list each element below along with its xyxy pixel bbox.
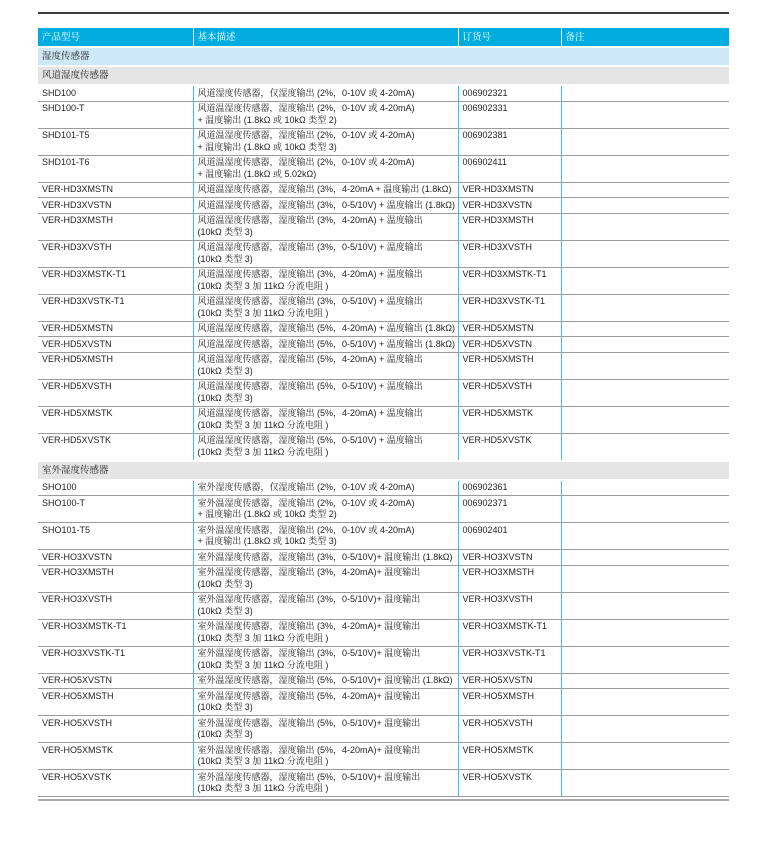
- description-line: (10kΩ 类型 3): [197, 392, 253, 403]
- description-line: 室外温湿度传感器，湿度输出 (3%，0-5/10V)+ 温度输出: [197, 648, 421, 658]
- table-row: [38, 673, 729, 689]
- order-number-cell-text: VER-HO3XMSTH: [462, 567, 535, 577]
- description-line: (10kΩ 类型 3): [197, 578, 253, 589]
- description-line: 室外温湿度传感器，湿度输出 (5%，0-5/10V)+ 温度输出 (1.8kΩ): [197, 675, 453, 685]
- model-cell: [38, 128, 193, 155]
- remarks-cell: [561, 155, 729, 182]
- order-number-cell: [458, 182, 561, 198]
- description-cell: [193, 673, 458, 689]
- description-line: 风道湿度传感器，仅湿度输出 (2%，0-10V 或 4-20mA): [197, 87, 415, 98]
- table-row: [38, 337, 729, 353]
- description-line: 室外湿度传感器，仅湿度输出 (2%，0-10V 或 4-20mA): [197, 482, 415, 492]
- remarks-cell: [561, 689, 729, 716]
- description-line: 风道温湿度传感器，湿度输出 (5%，0-5/10V) + 温度输出: [197, 381, 423, 391]
- model-cell-text: SHD100: [42, 87, 77, 98]
- table-row: [38, 523, 729, 550]
- model-cell: [38, 379, 193, 406]
- description-cell: [193, 716, 458, 743]
- order-number-cell-text: 006902331: [462, 103, 508, 113]
- description-line: (10kΩ 类型 3 加 11kΩ 分流电阻 ): [197, 280, 329, 291]
- remarks-cell: [561, 716, 729, 743]
- description-line: (10kΩ 类型 3 加 11kΩ 分流电阻 ): [197, 307, 329, 318]
- description-line: 风道温湿度传感器，湿度输出 (2%，0-10V 或 4-20mA): [197, 157, 415, 167]
- model-cell-text: VER-HO5XVSTN: [42, 675, 113, 685]
- table-row: [38, 716, 729, 743]
- model-cell-text: VER-HD5XVSTK: [42, 435, 112, 445]
- description-cell: [193, 321, 458, 337]
- order-number-cell-text: VER-HD3XMSTK-T1: [462, 269, 547, 279]
- order-number-cell: [458, 673, 561, 689]
- description-cell: [193, 689, 458, 716]
- model-cell-text: SHD101-T5: [42, 130, 90, 140]
- model-cell-text: VER-HD3XVSTH: [42, 242, 112, 252]
- description-cell: [193, 480, 458, 496]
- description-cell: [193, 646, 458, 673]
- table-header-row: [38, 28, 729, 47]
- table-row: [38, 267, 729, 294]
- model-cell-text: VER-HO3XMSTH: [42, 567, 114, 577]
- table-row: [38, 294, 729, 321]
- table-row: [38, 565, 729, 592]
- order-number-cell: [458, 267, 561, 294]
- description-line: (10kΩ 类型 3): [197, 702, 253, 712]
- order-number-cell-text: VER-HD5XVSTH: [462, 381, 533, 391]
- remarks-cell: [561, 267, 729, 294]
- order-number-cell: [458, 770, 561, 797]
- description-cell: [193, 85, 458, 101]
- order-number-cell: [458, 646, 561, 673]
- description-line: 风道温湿度传感器，湿度输出 (5%，0-5/10V) + 温度输出 (1.8kΩ): [197, 338, 456, 349]
- remarks-cell: [561, 240, 729, 267]
- order-number-cell-text: VER-HD3XVSTK-T1: [462, 296, 546, 306]
- order-number-cell: [458, 379, 561, 406]
- description-line: (10kΩ 类型 3): [197, 729, 253, 739]
- order-number-cell-text: VER-HO3XMSTK-T1: [462, 621, 548, 631]
- description-line: 室外温湿度传感器，湿度输出 (3%，4-20mA)+ 温度输出: [197, 567, 421, 577]
- model-cell: [38, 85, 193, 101]
- order-number-cell: [458, 565, 561, 592]
- order-number-cell-text: VER-HD5XVSTK: [462, 435, 532, 445]
- description-cell: [193, 101, 458, 128]
- model-cell-text: VER-HD3XMSTK-T1: [42, 269, 127, 279]
- table-row: [38, 101, 729, 128]
- remarks-cell: [561, 565, 729, 592]
- model-cell: [38, 673, 193, 689]
- model-cell: [38, 523, 193, 550]
- description-line: 风道温湿度传感器，湿度输出 (3%，0-5/10V) + 温度输出: [197, 296, 423, 306]
- column-header-remarks: 备注: [561, 28, 729, 47]
- order-number-cell-text: 006902321: [462, 87, 508, 98]
- description-cell: [193, 267, 458, 294]
- table-row: [38, 182, 729, 198]
- column-header-order-number: 订货号: [458, 28, 561, 47]
- description-line: 风道温湿度传感器，湿度输出 (3%，4-20mA) + 温度输出: [197, 269, 423, 279]
- model-cell-text: VER-HD5XMSTN: [42, 323, 114, 333]
- model-cell: [38, 743, 193, 770]
- order-number-cell: [458, 592, 561, 619]
- table-row: [38, 592, 729, 619]
- description-line: (10kΩ 类型 3): [197, 605, 253, 616]
- order-number-cell-text: VER-HD3XVSTH: [462, 242, 533, 252]
- order-number-cell-text: VER-HO5XVSTH: [462, 717, 533, 728]
- description-cell: [193, 433, 458, 461]
- order-number-cell-text: 006902381: [462, 130, 508, 140]
- order-number-cell-text: VER-HD3XMSTN: [462, 184, 534, 194]
- order-number-cell: [458, 496, 561, 523]
- order-number-cell: [458, 689, 561, 716]
- description-line: 风道温湿度传感器，湿度输出 (5%，0-5/10V) + 温度输出: [197, 435, 423, 445]
- order-number-cell-text: 006902411: [462, 157, 507, 167]
- table-row: [38, 352, 729, 379]
- section-title: 湿度传感器: [38, 47, 729, 66]
- description-cell: [193, 770, 458, 797]
- description-cell: [193, 213, 458, 240]
- order-number-cell-text: VER-HO5XMSTH: [462, 690, 535, 701]
- description-line: 室外温湿度传感器，湿度输出 (2%，0-10V 或 4-20mA): [197, 524, 415, 535]
- description-line: 室外温湿度传感器，湿度输出 (3%，0-5/10V)+ 温度输出 (1.8kΩ): [197, 551, 453, 562]
- table-row: [38, 155, 729, 182]
- model-cell: [38, 433, 193, 461]
- model-cell-text: VER-HO3XVSTN: [42, 551, 113, 562]
- order-number-cell: [458, 406, 561, 433]
- remarks-cell: [561, 128, 729, 155]
- table-row: [38, 689, 729, 716]
- model-cell: [38, 155, 193, 182]
- remarks-cell: [561, 523, 729, 550]
- subsection-title: 风道湿度传感器: [38, 66, 729, 85]
- order-number-cell: [458, 619, 561, 646]
- model-cell: [38, 592, 193, 619]
- model-cell-text: VER-HO3XVSTK-T1: [42, 648, 126, 658]
- description-cell: [193, 240, 458, 267]
- order-number-cell-text: VER-HO3XVSTN: [462, 551, 533, 562]
- order-number-cell-text: VER-HD5XMSTN: [462, 323, 534, 333]
- model-cell: [38, 646, 193, 673]
- model-cell: [38, 240, 193, 267]
- description-line: (10kΩ 类型 3 加 11kΩ 分流电阻 ): [197, 446, 329, 457]
- remarks-cell: [561, 337, 729, 353]
- description-cell: [193, 379, 458, 406]
- table-row: [38, 406, 729, 433]
- remarks-cell: [561, 294, 729, 321]
- model-cell: [38, 619, 193, 646]
- remarks-cell: [561, 673, 729, 689]
- model-cell-text: VER-HD3XMSTH: [42, 215, 114, 225]
- description-line: 室外温湿度传感器，湿度输出 (5%，0-5/10V)+ 温度输出: [197, 717, 421, 728]
- model-cell-text: SHD101-T6: [42, 157, 90, 167]
- order-number-cell: [458, 337, 561, 353]
- model-cell: [38, 101, 193, 128]
- order-number-cell: [458, 85, 561, 101]
- order-number-cell: [458, 155, 561, 182]
- description-line: + 温度输出 (1.8kΩ 或 10kΩ 类型 2): [197, 509, 337, 519]
- product-table: [38, 28, 729, 797]
- table-content: [38, 28, 729, 801]
- table-row: [38, 85, 729, 101]
- remarks-cell: [561, 770, 729, 797]
- remarks-cell: [561, 480, 729, 496]
- table-row: [38, 770, 729, 797]
- subsection-row: [38, 66, 729, 85]
- table-row: [38, 619, 729, 646]
- subsection-row: [38, 461, 729, 480]
- section-row-humidity-sensors: [38, 47, 729, 66]
- order-number-cell: [458, 213, 561, 240]
- remarks-cell: [561, 85, 729, 101]
- column-header-description: 基本描述: [193, 28, 458, 47]
- description-line: 风道温湿度传感器，湿度输出 (5%，4-20mA) + 温度输出: [197, 354, 423, 364]
- description-cell: [193, 592, 458, 619]
- description-cell: [193, 182, 458, 198]
- remarks-cell: [561, 592, 729, 619]
- remarks-cell: [561, 321, 729, 337]
- order-number-cell: [458, 743, 561, 770]
- remarks-cell: [561, 743, 729, 770]
- model-cell: [38, 182, 193, 198]
- order-number-cell: [458, 294, 561, 321]
- order-number-cell: [458, 523, 561, 550]
- model-cell-text: VER-HD5XMSTH: [42, 354, 114, 364]
- model-cell: [38, 294, 193, 321]
- description-cell: [193, 155, 458, 182]
- remarks-cell: [561, 406, 729, 433]
- description-line: 风道温湿度传感器，湿度输出 (3%，0-5/10V) + 温度输出: [197, 242, 423, 252]
- order-number-cell-text: VER-HO5XVSTN: [462, 675, 533, 685]
- order-number-cell-text: VER-HD5XVSTN: [462, 338, 533, 349]
- description-cell: [193, 743, 458, 770]
- description-cell: [193, 565, 458, 592]
- description-line: 风道温湿度传感器，湿度输出 (5%，4-20mA) + 温度输出 (1.8kΩ): [197, 323, 456, 333]
- order-number-cell: [458, 480, 561, 496]
- description-line: 室外温湿度传感器，湿度输出 (2%，0-10V 或 4-20mA): [197, 497, 415, 508]
- description-cell: [193, 496, 458, 523]
- model-cell-text: VER-HD3XVSTK-T1: [42, 296, 125, 306]
- page-top-rule: [38, 12, 729, 14]
- model-cell-text: VER-HO5XMSTH: [42, 690, 114, 701]
- remarks-cell: [561, 101, 729, 128]
- order-number-cell-text: VER-HD3XMSTH: [462, 215, 534, 225]
- model-cell: [38, 689, 193, 716]
- model-cell-text: SHD100-T: [42, 103, 85, 113]
- table-row: [38, 433, 729, 461]
- description-line: 室外温湿度传感器，湿度输出 (5%，4-20mA)+ 温度输出: [197, 744, 421, 755]
- order-number-cell: [458, 101, 561, 128]
- model-cell: [38, 496, 193, 523]
- order-number-cell: [458, 198, 561, 214]
- description-line: (10kΩ 类型 3 加 11kΩ 分流电阻 ): [197, 783, 329, 793]
- order-number-cell-text: 006902401: [462, 524, 508, 535]
- remarks-cell: [561, 182, 729, 198]
- order-number-cell: [458, 128, 561, 155]
- model-cell-text: VER-HO3XMSTK-T1: [42, 621, 127, 631]
- description-line: + 温度输出 (1.8kΩ 或 5.02kΩ): [197, 168, 317, 179]
- description-line: 室外温湿度传感器，湿度输出 (3%，4-20mA)+ 温度输出: [197, 621, 421, 631]
- description-cell: [193, 294, 458, 321]
- model-cell-text: VER-HD5XVSTN: [42, 338, 112, 349]
- description-cell: [193, 406, 458, 433]
- order-number-cell-text: VER-HO3XVSTH: [462, 594, 533, 604]
- table-row: [38, 198, 729, 214]
- description-line: 室外温湿度传感器，湿度输出 (3%，0-5/10V)+ 温度输出: [197, 594, 421, 604]
- table-row: [38, 743, 729, 770]
- model-cell-text: VER-HD5XMSTK: [42, 408, 113, 418]
- remarks-cell: [561, 619, 729, 646]
- model-cell: [38, 198, 193, 214]
- remarks-cell: [561, 379, 729, 406]
- model-cell-text: VER-HO5XMSTK: [42, 744, 114, 755]
- remarks-cell: [561, 433, 729, 461]
- table-row: [38, 128, 729, 155]
- description-line: 风道温湿度传感器，湿度输出 (3%，4-20mA + 温度输出 (1.8kΩ): [197, 184, 452, 194]
- description-line: 室外温湿度传感器，湿度输出 (5%，4-20mA)+ 温度输出: [197, 690, 421, 701]
- description-line: 风道温湿度传感器，湿度输出 (3%，4-20mA) + 温度输出: [197, 215, 423, 225]
- table-row: [38, 550, 729, 566]
- description-line: 室外温湿度传感器，湿度输出 (5%，0-5/10V)+ 温度输出: [197, 771, 421, 782]
- description-line: (10kΩ 类型 3 加 11kΩ 分流电阻 ): [197, 659, 329, 670]
- description-line: 风道温湿度传感器，湿度输出 (2%，0-10V 或 4-20mA): [197, 130, 415, 140]
- model-cell: [38, 321, 193, 337]
- order-number-cell-text: VER-HO3XVSTK-T1: [462, 648, 546, 658]
- model-cell: [38, 406, 193, 433]
- model-cell: [38, 770, 193, 797]
- description-cell: [193, 337, 458, 353]
- description-line: 风道温湿度传感器，湿度输出 (2%，0-10V 或 4-20mA): [197, 103, 415, 113]
- table-row: [38, 646, 729, 673]
- order-number-cell-text: VER-HD3XVSTN: [462, 199, 533, 210]
- description-line: (10kΩ 类型 3): [197, 226, 253, 237]
- model-cell-text: SHO100: [42, 482, 77, 492]
- order-number-cell-text: VER-HD5XMSTK: [462, 408, 534, 418]
- model-cell: [38, 337, 193, 353]
- model-cell: [38, 267, 193, 294]
- description-line: (10kΩ 类型 3 加 11kΩ 分流电阻 ): [197, 419, 329, 430]
- model-cell-text: VER-HD5XVSTH: [42, 381, 112, 391]
- model-cell: [38, 565, 193, 592]
- description-cell: [193, 198, 458, 214]
- description-line: + 温度输出 (1.8kΩ 或 10kΩ 类型 3): [197, 141, 337, 152]
- order-number-cell-text: 006902361: [462, 482, 508, 492]
- order-number-cell: [458, 352, 561, 379]
- order-number-cell-text: VER-HO5XVSTK: [462, 771, 533, 782]
- order-number-cell-text: VER-HD5XMSTH: [462, 354, 534, 364]
- description-cell: [193, 128, 458, 155]
- description-line: + 温度输出 (1.8kΩ 或 10kΩ 类型 3): [197, 536, 337, 546]
- remarks-cell: [561, 646, 729, 673]
- table-row: [38, 321, 729, 337]
- description-cell: [193, 352, 458, 379]
- model-cell-text: SHO101-T5: [42, 524, 91, 535]
- subsection-title: 室外湿度传感器: [38, 461, 729, 480]
- model-cell: [38, 550, 193, 566]
- table-bottom-rule: [38, 799, 729, 801]
- order-number-cell: [458, 550, 561, 566]
- model-cell-text: VER-HD3XVSTN: [42, 199, 112, 210]
- model-cell-text: SHO100-T: [42, 497, 86, 508]
- table-row: [38, 379, 729, 406]
- order-number-cell: [458, 321, 561, 337]
- description-line: (10kΩ 类型 3): [197, 365, 253, 376]
- description-line: (10kΩ 类型 3): [197, 253, 253, 264]
- model-cell-text: VER-HD3XMSTN: [42, 184, 114, 194]
- model-cell: [38, 352, 193, 379]
- model-cell: [38, 716, 193, 743]
- model-cell: [38, 213, 193, 240]
- remarks-cell: [561, 213, 729, 240]
- description-cell: [193, 550, 458, 566]
- model-cell-text: VER-HO5XVSTK: [42, 771, 112, 782]
- order-number-cell: [458, 433, 561, 461]
- order-number-cell-text: VER-HO5XMSTK: [462, 744, 534, 755]
- column-header-model: 产品型号: [38, 28, 193, 47]
- table-row: [38, 240, 729, 267]
- description-line: + 温度输出 (1.8kΩ 或 10kΩ 类型 2): [197, 114, 337, 125]
- table-row: [38, 480, 729, 496]
- remarks-cell: [561, 550, 729, 566]
- order-number-cell: [458, 240, 561, 267]
- order-number-cell-text: 006902371: [462, 497, 508, 508]
- model-cell-text: VER-HO3XVSTH: [42, 594, 113, 604]
- table-row: [38, 213, 729, 240]
- order-number-cell: [458, 716, 561, 743]
- remarks-cell: [561, 496, 729, 523]
- remarks-cell: [561, 352, 729, 379]
- description-cell: [193, 523, 458, 550]
- model-cell-text: VER-HO5XVSTH: [42, 717, 113, 728]
- description-line: (10kΩ 类型 3 加 11kΩ 分流电阻 ): [197, 632, 329, 643]
- description-line: 风道温湿度传感器，湿度输出 (3%，0-5/10V) + 温度输出 (1.8kΩ): [197, 199, 456, 210]
- table-row: [38, 496, 729, 523]
- remarks-cell: [561, 198, 729, 214]
- model-cell: [38, 480, 193, 496]
- description-line: (10kΩ 类型 3 加 11kΩ 分流电阻 ): [197, 756, 329, 766]
- description-line: 风道温湿度传感器，湿度输出 (5%，4-20mA) + 温度输出: [197, 408, 423, 418]
- description-cell: [193, 619, 458, 646]
